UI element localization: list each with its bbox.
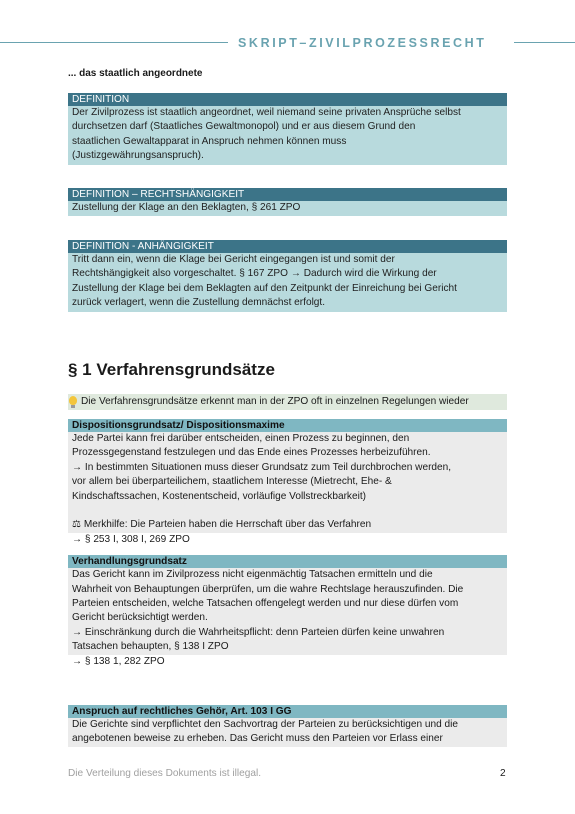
principle-rechtliches-gehoer [68, 705, 507, 747]
definition-heading: DEFINITION - ANHÄNGIGKEIT [68, 240, 507, 253]
intro-heading: ... das staatlich angeordnete [68, 68, 203, 79]
text-line: Tatsachen behaupten, § 138 I ZPO [72, 641, 229, 653]
text-line: Die Gerichte sind verpflichtet den Sachvortrag der Parteien zu berücksichtigen und die [72, 719, 459, 731]
text-line: → Einschränkung durch die Wahrheitspflicht: denn Parteien dürfen keine unwahren [72, 626, 445, 638]
definition-box-2 [68, 188, 507, 216]
section-heading: § 1 Verfahrensgrundsätze [68, 360, 275, 379]
definition-body [68, 253, 507, 312]
principle-heading: Anspruch auf rechtliches Gehör, Art. 103 I GG [68, 705, 507, 718]
footer-notice: Die Verteilung dieses Dokuments ist illegal. [68, 768, 261, 779]
text-line: Rechtshängigkeit also vorgeschaltet. § 167 ZPO → Dadurch wird die Wirkung der [72, 268, 437, 280]
tip-text: Die Verfahrensgrundsätze erkennt man in der ZPO oft in einzelnen Regelungen wieder [81, 396, 469, 407]
header-rule-left [0, 42, 228, 43]
text-line: vor allem bei überparteilichem, staatlichem Interesse (Mietrecht, Ehe- & [72, 476, 392, 488]
text-line: zurück verlagert, wenn die Zustellung demnächst erfolgt. [72, 297, 326, 309]
blank-line [72, 504, 503, 518]
text-line: Jede Partei kann frei darüber entscheiden, einen Prozess zu beginnen, den [72, 433, 410, 444]
principle-body [68, 718, 507, 747]
header-rule-right [514, 42, 575, 43]
principle-body [68, 432, 507, 533]
text-line: Tritt dann ein, wenn die Klage bei Gericht eingegangen ist und somit der [72, 254, 395, 265]
text-line: Der Zivilprozess ist staatlich angeordnet, weil niemand seine privaten Ansprüche selbst [72, 107, 461, 118]
definition-box-3 [68, 240, 507, 312]
text-line: Zustellung der Klage an den Beklagten, § 261 ZPO [72, 202, 301, 213]
document-title: SKRIPT–ZIVILPROZESSRECHT [238, 36, 487, 50]
text-line: angebotenen beweise zu erheben. Das Gericht muss den Parteien vor Erlass einer [72, 733, 443, 745]
text-line: Parteien entscheiden, welche Tatsachen offengelegt werden und nur diese dürfen vom [72, 598, 459, 610]
principle-body [68, 568, 507, 654]
principle-verhandlungsgrundsatz [68, 555, 507, 669]
text-line: staatlichen Gewaltapparat in Anspruch nehmen können muss [72, 135, 347, 147]
text-line: Prozessgegenstand festzulegen und das Ende eines Prozesses herbeizuführen. [72, 447, 431, 459]
norm-reference: → § 138 1, 282 ZPO [72, 655, 165, 667]
definition-body [68, 106, 507, 165]
principle-heading: Dispositionsgrundsatz/ Dispositionsmaxime [68, 419, 507, 432]
definition-box-1 [68, 93, 507, 165]
definition-body [68, 201, 507, 216]
principles-list [68, 419, 507, 747]
lightbulb-icon [69, 396, 77, 405]
principle-dispositionsgrundsatz [68, 419, 507, 547]
text-line: Das Gericht kann im Zivilprozess nicht eigenmächtig Tatsachen ermitteln und die [72, 569, 433, 581]
tip-box [68, 394, 507, 410]
text-line: → In bestimmten Situationen muss dieser Grundsatz zum Teil durchbrochen werden, [72, 461, 452, 473]
norm-reference: → § 253 I, 308 I, 269 ZPO [72, 533, 190, 545]
memory-aid-line: ⚖ Merkhilfe: Die Parteien haben die Herrschaft über das Verfahren [72, 519, 372, 531]
text-line: Zustellung der Klage bei dem Beklagten auf den Zeitpunkt der Einreichung bei Gericht [72, 282, 457, 294]
text-line: durchsetzen darf (Staatliches Gewaltmonopol) und er aus diesem Grund den [72, 121, 416, 133]
text-line: Kindschaftssachen, Kostenentscheid, vorläufige Vollstreckbarkeit) [72, 490, 366, 502]
page-number: 2 [500, 768, 506, 779]
text-line: Wahrheit von Behauptungen überprüfen, um die wahre Rechtslage herauszufinden. Die [72, 583, 464, 595]
definition-heading: DEFINITION – RECHTSHÄNGIGKEIT [68, 188, 507, 201]
text-line: (Justizgewährungsanspruch). [72, 150, 204, 162]
definition-heading: DEFINITION [68, 93, 507, 106]
text-line: Gericht berücksichtigt werden. [72, 612, 208, 624]
principle-heading: Verhandlungsgrundsatz [68, 555, 507, 568]
